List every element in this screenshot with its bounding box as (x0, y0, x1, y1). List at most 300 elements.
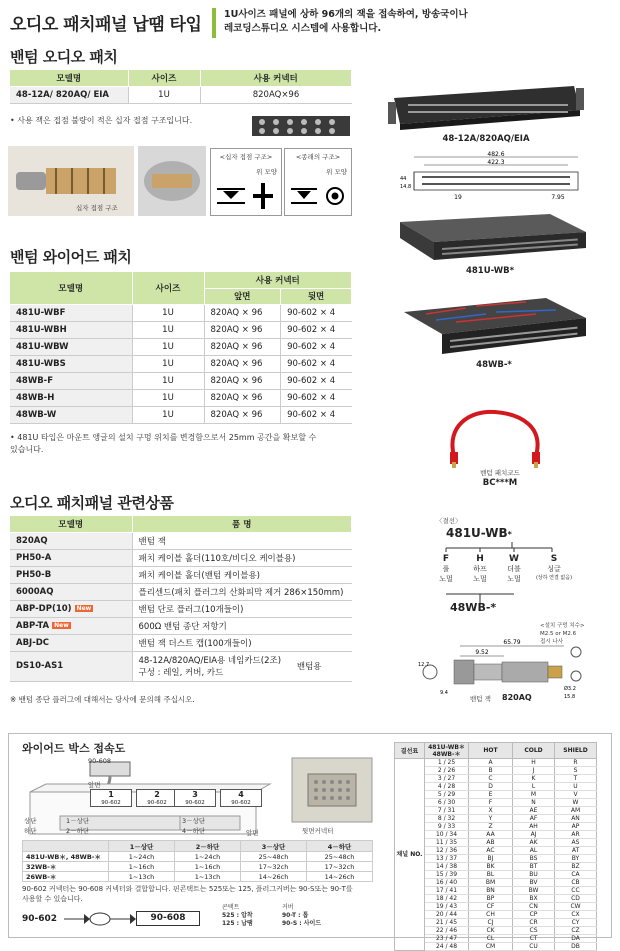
pin-cell: J (513, 767, 555, 775)
contact-525: 525 : 압착 (222, 912, 253, 919)
pin-channel: 19 / 43 (425, 903, 469, 911)
col-header-size: 사이즈 (132, 272, 204, 304)
patch-cord-model: BC***M (482, 478, 518, 488)
patch-cord-label: 밴텀 패치코드 (480, 469, 520, 477)
table-row (10, 406, 352, 423)
cell-size: 1U (132, 389, 204, 406)
col-header-front: 앞면 (204, 288, 281, 304)
pin-cell: AN (555, 815, 597, 823)
pin-cell: CX (555, 911, 597, 919)
table-row (10, 321, 352, 338)
table-row (395, 943, 597, 951)
code-h-l2: 노멀 (473, 575, 487, 583)
cell-back: 90-602 × 4 (281, 406, 352, 423)
pin-channel: 16 / 40 (425, 879, 469, 887)
related-products-table (10, 516, 352, 682)
pin-cell: B (469, 767, 513, 775)
dim-height: 12.7 (418, 662, 430, 668)
section-title-bantam-audio: 밴텀 오디오 패치 (10, 48, 118, 66)
table-row (10, 651, 352, 681)
dim-width: 482.6 (487, 151, 505, 158)
cell-name: 패치 케이블 홀더(110호/비디오 케이블용) (132, 549, 352, 566)
pin-cell: BT (513, 863, 555, 871)
slot-4-lower: 4－하단 (182, 827, 206, 835)
ch-cell: 1~13ch (109, 872, 175, 882)
pin-side-label: 채널 NO. (395, 759, 425, 951)
pin-cell: AF (513, 815, 555, 823)
panel-48-12a-drawing (398, 150, 594, 202)
ch-cell: 1~24ch (175, 852, 241, 862)
cell-front: 820AQ × 96 (204, 372, 281, 389)
table-row (395, 863, 597, 871)
conv-box-title: <종래의 구조> (295, 153, 341, 161)
cell-model: 48WB-F (10, 372, 132, 389)
pin-cell: CY (555, 919, 597, 927)
pin-cell: T (555, 775, 597, 783)
table-row (10, 372, 352, 389)
pin-col-0: 결선표 (395, 743, 425, 759)
table-row (395, 839, 597, 847)
dim-a: 19 (454, 194, 462, 201)
ch-cell: 1~16ch (175, 862, 241, 872)
ch-col-0 (23, 841, 109, 852)
patch-cord-photo (440, 406, 550, 468)
table-row (395, 887, 597, 895)
cell-model: 48WB-W (10, 406, 132, 423)
ch-cell: 1~24ch (109, 852, 175, 862)
table-row (23, 852, 373, 862)
pin-cell: W (555, 799, 597, 807)
ch-model: 481U-WB＊, 48WB-＊ (23, 852, 109, 862)
table-row (10, 617, 352, 634)
table-row (10, 549, 352, 566)
table-row (395, 935, 597, 943)
pin-cell: N (513, 799, 555, 807)
pin-cell: CK (469, 927, 513, 935)
table-row (395, 831, 597, 839)
front-label-2: 앞면 (246, 829, 259, 837)
table-row (10, 583, 352, 600)
pin-cell: CP (513, 911, 555, 919)
new-badge: New (54, 621, 69, 629)
pin-channel: 9 / 33 (425, 823, 469, 831)
ds10-line1: 48-12A/820AQ/EIA용 네임카드(2조) (138, 656, 282, 666)
code-w: W (509, 554, 519, 564)
connector-part: 90-602 (231, 800, 251, 806)
table-row (395, 767, 597, 775)
panel-481u-label: 481U-WB* (465, 266, 515, 276)
install-screw: M2.5 or M2.6 (540, 631, 577, 637)
pin-cell: H (513, 759, 555, 767)
connector-num: 3 (192, 790, 198, 799)
ch-cell: 14~26ch (307, 872, 373, 882)
cell-model: 48-12A/ 820AQ/ EIA (10, 86, 128, 103)
pin-channel: 5 / 29 (425, 791, 469, 799)
col-header-connector: 사용 커넥터 (200, 70, 352, 86)
col-header-connector: 사용 커넥터 (204, 272, 352, 288)
install-hole-title: <설치 구멍 치수> (540, 623, 585, 629)
pin-cell: BK (469, 863, 513, 871)
code-option-s (534, 554, 574, 581)
cell-model: ABJ-DC (10, 634, 132, 651)
bantam-wired-note (10, 432, 360, 456)
cell-name: 패치 케이블 홀더(밴텀 케이블용) (132, 566, 352, 583)
pin-cell: CT (513, 935, 555, 943)
code-s-l2: (상하 연결 없음) (535, 575, 573, 581)
cell-name: 플리센드(패치 플러그의 산화피막 제거 286×150mm) (132, 583, 352, 600)
bantam-audio-table (10, 70, 352, 104)
dim-b: 7.95 (551, 194, 565, 201)
header-desc-line2: 레코딩스튜디오 시스템에 사용합니다. (224, 23, 382, 34)
pin-channel: 4 / 28 (425, 783, 469, 791)
pin-cell: AA (469, 831, 513, 839)
code-option-f (434, 554, 458, 584)
pin-cell: CS (513, 927, 555, 935)
pin-cell: C (469, 775, 513, 783)
install-screw2: 접시 나사 (540, 639, 564, 645)
pin-cell: CZ (555, 927, 597, 935)
pin-channel: 24 / 48 (425, 943, 469, 951)
table-row (10, 566, 352, 583)
pin-cell: AP (555, 823, 597, 831)
pin-cell: BP (469, 895, 513, 903)
table-row (395, 919, 597, 927)
cell-model: 481U-WBS (10, 355, 132, 372)
code-model-name: 481U-WB (446, 526, 508, 540)
pin-cell: CB (555, 879, 597, 887)
jack-label: 밴텀 잭 (470, 695, 491, 703)
pin-cell: DA (555, 935, 597, 943)
pin-channel: 7 / 31 (425, 807, 469, 815)
pin-channel: 3 / 27 (425, 775, 469, 783)
panel-48wb-label: 48WB-* (476, 360, 512, 370)
pin-cell: CH (469, 911, 513, 919)
top-view-label-2: 위 모양 (326, 168, 347, 176)
connector-part: 90-602 (147, 800, 167, 806)
pin-channel: 14 / 38 (425, 863, 469, 871)
table-row (395, 847, 597, 855)
cell-back: 90-602 × 4 (281, 321, 352, 338)
pin-channel: 18 / 42 (425, 895, 469, 903)
ch-cell: 14~26ch (241, 872, 307, 882)
slot-3-upper: 3－상단 (182, 817, 206, 825)
panel-48-12a-label: 48-12A/820AQ/EIA (442, 134, 530, 144)
table-row (395, 879, 597, 887)
cover-90s: 90-S : 사이드 (282, 920, 322, 927)
cell-name: 밴텀 단로 플러그(10개들이) (132, 600, 352, 617)
connector-box-3 (174, 789, 216, 807)
cell-size: 1U (132, 304, 204, 321)
pin-cell: U (555, 783, 597, 791)
pin-cell: BM (469, 879, 513, 887)
cell-front: 820AQ × 96 (204, 304, 281, 321)
table-row (10, 600, 352, 617)
cell-back: 90-602 × 4 (281, 355, 352, 372)
pin-channel: 22 / 46 (425, 927, 469, 935)
pin-cell: AK (513, 839, 555, 847)
dim-hole: Ø3.2 (564, 686, 576, 692)
slot-2-lower: 2－하단 (66, 827, 90, 835)
col-header-model: 모델명 (10, 516, 132, 532)
ch-cell: 17~32ch (307, 862, 373, 872)
pin-cell: BL (469, 871, 513, 879)
pin-cell: CF (469, 903, 513, 911)
table-row (395, 775, 597, 783)
ch-col-1: 1－상단 (109, 841, 175, 852)
pin-cell: X (469, 807, 513, 815)
cell-size: 1U (132, 338, 204, 355)
cell-model: 820AQ (10, 532, 132, 549)
pin-cell: M (513, 791, 555, 799)
pin-channel: 10 / 34 (425, 831, 469, 839)
pin-cell: BW (513, 887, 555, 895)
table-row (395, 895, 597, 903)
col-header-back: 뒷면 (281, 288, 352, 304)
cell-model: 481U-WBF (10, 304, 132, 321)
panel-48wb-photo (396, 292, 592, 360)
pin-cell: AE (513, 807, 555, 815)
connector-num: 2 (154, 790, 160, 799)
pin-cell: AM (555, 807, 597, 815)
pin-cell: BY (555, 855, 597, 863)
table-row (395, 799, 597, 807)
channel-table (22, 840, 373, 882)
pin-channel: 6 / 30 (425, 799, 469, 807)
cell-model-cell (10, 600, 132, 617)
pin-channel: 17 / 41 (425, 887, 469, 895)
contact-125: 125 : 납땜 (222, 920, 253, 927)
code-s-l1: 싱글 (547, 565, 561, 573)
pin-cell: R (555, 759, 597, 767)
cover-title: 커버 (282, 904, 294, 911)
cell-connector: 820AQ×96 (200, 86, 352, 103)
pin-cell: AB (469, 839, 513, 847)
bantam-wired-note-line2: 있습니다. (10, 445, 44, 454)
col-header-size: 사이즈 (128, 70, 200, 86)
bantam-audio-note: • 사용 잭은 접점 불량이 적은 십자 접점 구조입니다. (10, 116, 193, 125)
rear-connector-label: 뒷면커넥터 (302, 827, 334, 835)
code-w-l2: 노멀 (507, 575, 521, 583)
bottom-right-part: 90-608 (136, 911, 200, 926)
pin-cell: BN (469, 887, 513, 895)
table-row (395, 823, 597, 831)
connector-part: 90-602 (185, 800, 205, 806)
cell-model: ABP-DP(10) (16, 603, 72, 614)
pin-cell: CL (469, 935, 513, 943)
ch-col-3: 3－상단 (241, 841, 307, 852)
code-f: F (442, 554, 450, 564)
cross-contact-label: 십자 접점 구조 (76, 204, 118, 212)
col-header-model: 모델명 (10, 272, 132, 304)
header-description (224, 8, 468, 36)
cell-name: 밴텀 잭 (132, 532, 352, 549)
table-row (395, 759, 597, 767)
pin-channel: 12 / 36 (425, 847, 469, 855)
header-accent-bar (212, 8, 216, 38)
pin-cell: E (469, 791, 513, 799)
dim-h2: 14.8 (400, 184, 412, 190)
pin-channel: 2 / 26 (425, 767, 469, 775)
cell-model: 6000AQ (10, 583, 132, 600)
table-row (10, 389, 352, 406)
ch-col-2: 2－하단 (175, 841, 241, 852)
code-w-l1: 더블 (507, 565, 521, 573)
dim-length: 65.79 (503, 639, 521, 646)
table-row (10, 355, 352, 372)
pin-cell: AT (555, 847, 597, 855)
upper-label: 상단 (24, 817, 37, 825)
code-model (446, 526, 512, 540)
cross-structure-box (210, 148, 282, 216)
pin-cell: CW (555, 903, 597, 911)
table-row (23, 872, 373, 882)
pin-cell: K (513, 775, 555, 783)
ch-model: 26WB-＊ (23, 872, 109, 882)
cell-front: 820AQ × 96 (204, 355, 281, 372)
table-row (395, 903, 597, 911)
table-row (395, 807, 597, 815)
install-hole-info (540, 622, 585, 646)
pin-channel: 11 / 35 (425, 839, 469, 847)
section-title-related: 오디오 패치패널 관련상품 (10, 494, 174, 512)
connector-box-1 (90, 789, 132, 807)
cover-90t: 90-T : 톱 (282, 912, 309, 919)
pin-cell: BU (513, 871, 555, 879)
table-row (10, 532, 352, 549)
slot-1-upper: 1－상단 (66, 817, 90, 825)
cell-back: 90-602 × 4 (281, 304, 352, 321)
cross-box-title: <십자 접점 구조> (219, 153, 273, 161)
pin-cell: BZ (555, 863, 597, 871)
cell-size: 1U (132, 372, 204, 389)
connector-num: 4 (238, 790, 244, 799)
jack-row-photo (252, 112, 350, 140)
section-title-bantam-wired: 밴텀 와이어드 패치 (10, 248, 132, 266)
bottom-left-part: 90-602 (22, 914, 58, 924)
connector-box-4 (220, 789, 262, 807)
pin-assignment-table (394, 742, 597, 951)
pin-cell: AR (555, 831, 597, 839)
ch-cell: 25~48ch (307, 852, 373, 862)
cover-info (282, 904, 321, 928)
dim-inner: 422.3 (487, 159, 505, 166)
lower-label: 하단 (24, 827, 37, 835)
pin-col-hot: HOT (469, 743, 513, 759)
pin-cell: CM (469, 943, 513, 951)
cell-front: 820AQ × 96 (204, 406, 281, 423)
ch-col-4: 4－하단 (307, 841, 373, 852)
table-row (395, 911, 597, 919)
pin-cell: Y (469, 815, 513, 823)
cell-model: PH50-B (10, 566, 132, 583)
pin-channel: 23 / 47 (425, 935, 469, 943)
conventional-structure-icon (289, 179, 349, 213)
pin-cell: CU (513, 943, 555, 951)
pin-cell: CD (555, 895, 597, 903)
cell-model-cell (10, 617, 132, 634)
table-row (395, 927, 597, 935)
pin-cell: AH (513, 823, 555, 831)
table-row (395, 791, 597, 799)
pin-cell: BX (513, 895, 555, 903)
pin-cell: V (555, 791, 597, 799)
pin-cell: CJ (469, 919, 513, 927)
cell-model: DS10-AS1 (10, 651, 132, 681)
table-row (10, 338, 352, 355)
pin-cell: F (469, 799, 513, 807)
code-title: 〈결선〉 (436, 517, 462, 525)
code-bottom-model: 48WB-* (450, 601, 497, 614)
ds10-line2: 구성 : 레일, 커버, 카드 (138, 668, 224, 678)
dim-pitch: 15.8 (564, 694, 576, 700)
ch-cell: 17~32ch (241, 862, 307, 872)
cell-front: 820AQ × 96 (204, 338, 281, 355)
ds10-usage: 밴텀용 (296, 662, 322, 672)
col-header-model: 모델명 (10, 70, 128, 86)
pin-cell: AL (513, 847, 555, 855)
conventional-structure-box (284, 148, 352, 216)
related-note: ※ 밴텀 종단 플러그에 대해서는 당사에 문의해 주십시오. (10, 695, 195, 704)
cell-front: 820AQ × 96 (204, 321, 281, 338)
pin-cell: CR (513, 919, 555, 927)
table-row (395, 815, 597, 823)
code-f-l2: 노멀 (439, 575, 453, 583)
col-header-name: 품 명 (132, 516, 352, 532)
cell-model: 48WB-H (10, 389, 132, 406)
dim-front: 9.52 (475, 649, 489, 656)
cell-size: 1U (132, 321, 204, 338)
cell-model: 481U-WBH (10, 321, 132, 338)
pin-cell: L (513, 783, 555, 791)
code-option-w (502, 554, 526, 584)
cell-size: 1U (132, 406, 204, 423)
dim-body: 9.4 (440, 690, 448, 696)
table-row (10, 86, 352, 103)
contact-info (222, 904, 253, 928)
pin-cell: Z (469, 823, 513, 831)
pin-cell: S (555, 767, 597, 775)
pin-col-shield: SHIELD (555, 743, 597, 759)
pin-cell: BS (513, 855, 555, 863)
pin-channel: 8 / 32 (425, 815, 469, 823)
ch-cell: 1~13ch (175, 872, 241, 882)
bantam-wired-table (10, 272, 352, 424)
pin-cell: DB (555, 943, 597, 951)
ch-cell: 1~16ch (109, 862, 175, 872)
pin-cell: AC (469, 847, 513, 855)
code-h: H (476, 554, 484, 564)
cell-back: 90-602 × 4 (281, 389, 352, 406)
panel-481u-photo (390, 212, 590, 268)
pin-cell: CA (555, 871, 597, 879)
wired-note-line2: 사용할 수 있습니다. (22, 895, 83, 903)
ch-cell: 25~48ch (241, 852, 307, 862)
table-row (395, 783, 597, 791)
cell-back: 90-602 × 4 (281, 372, 352, 389)
pin-cell: CN (513, 903, 555, 911)
table-row (23, 862, 373, 872)
code-s: S (550, 554, 558, 564)
ch-model: 32WB-＊ (23, 862, 109, 872)
pin-cell: AJ (513, 831, 555, 839)
cross-structure-icon (215, 179, 279, 213)
code-star: * (507, 530, 512, 539)
table-row (395, 871, 597, 879)
connector-box-2 (136, 789, 178, 807)
cell-name: 600Ω 밴텀 종단 저항기 (132, 617, 352, 634)
table-row (10, 634, 352, 651)
panel-48-12a-photo (388, 84, 584, 132)
